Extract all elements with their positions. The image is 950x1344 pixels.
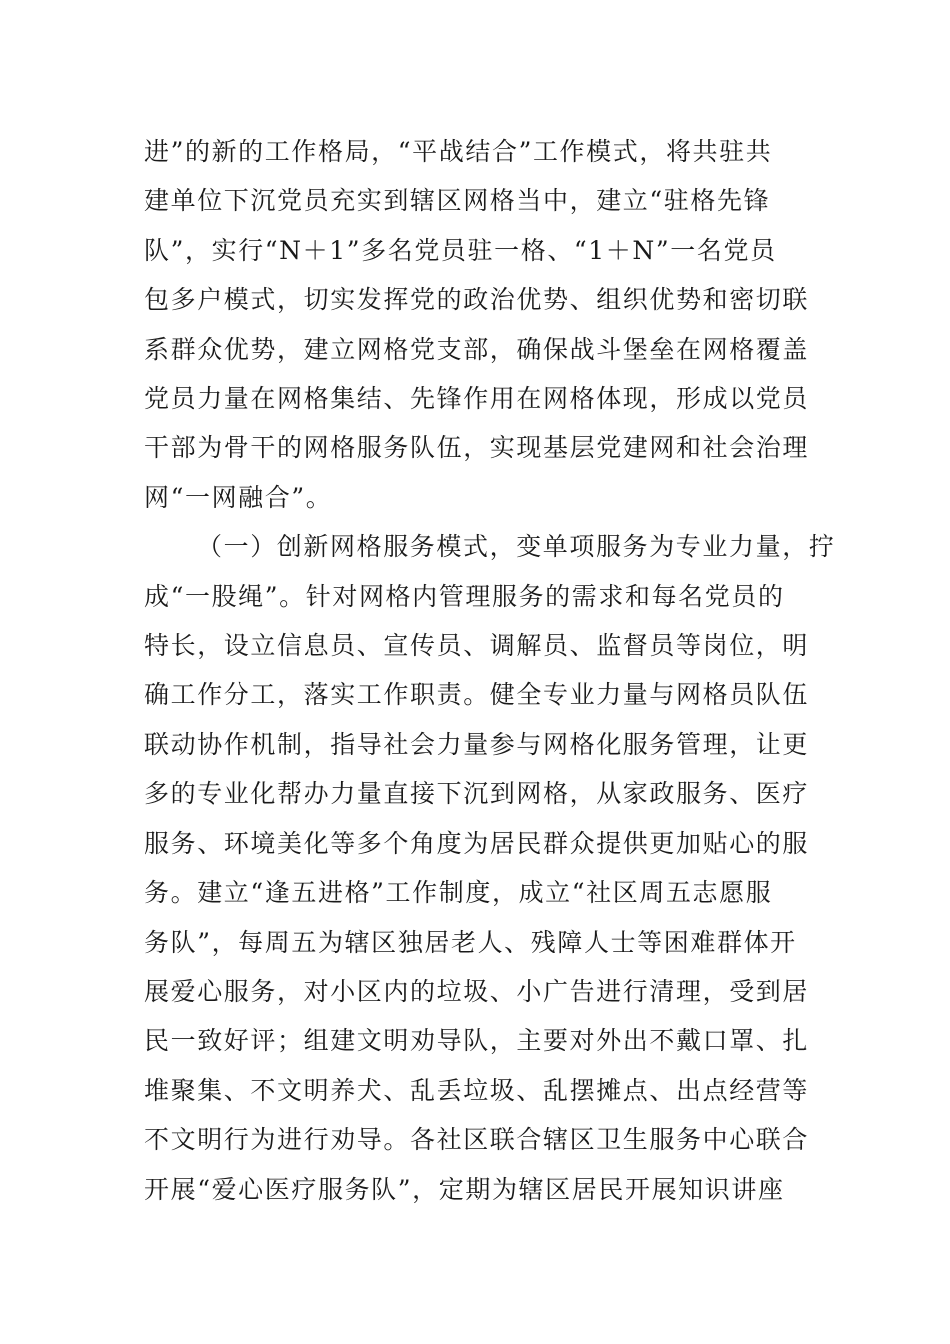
text-line: 党员力量在网格集结、先锋作用在网格体现，形成以党员 <box>144 384 810 414</box>
text-line: 网“一网融合”。 <box>144 482 333 512</box>
text-line: 包多户模式，切实发挥党的政治优势、组织优势和密切联 <box>144 285 810 315</box>
text-line: 不文明行为进行劝导。各社区联合辖区卫生服务中心联合 <box>144 1125 810 1155</box>
text-line: 队”，实行“N＋1”多名党员驻一格、“1＋N”一名党员 <box>144 235 777 265</box>
text-line: 民一致好评；组建文明劝导队，主要对外出不戴口罩、扎 <box>144 1026 810 1056</box>
document-body <box>144 127 836 1214</box>
text-line: 堆聚集、不文明养犬、乱丢垃圾、乱摆摊点、出点经营等 <box>144 1075 810 1105</box>
text-line: 开展“爱心医疗服务队”，定期为辖区居民开展知识讲座 <box>144 1174 785 1204</box>
text-line: 建单位下沉党员充实到辖区网格当中，建立“驻格先锋 <box>144 186 771 216</box>
paragraph-section-one <box>144 522 836 1214</box>
text-line: 多的专业化帮办力量直接下沉到网格，从家政服务、医疗 <box>144 779 810 809</box>
text-line: 进”的新的工作格局，“平战结合”工作模式，将共驻共 <box>144 137 773 166</box>
text-line: 联动协作机制，指导社会力量参与网格化服务管理，让更 <box>144 729 810 759</box>
text-line: 干部为骨干的网格服务队伍，实现基层党建网和社会治理 <box>144 433 810 463</box>
text-line: 确工作分工，落实工作职责。健全专业力量与网格员队伍 <box>144 680 810 710</box>
text-line: 展爱心服务，对小区内的垃圾、小广告进行清理，受到居 <box>144 976 810 1006</box>
text-line: 特长，设立信息员、宣传员、调解员、监督员等岗位，明 <box>144 631 810 661</box>
text-line: 务队”，每周五为辖区独居老人、残障人士等困难群体开 <box>144 927 797 957</box>
text-line: 服务、环境美化等多个角度为居民群众提供更加贴心的服 <box>144 828 810 858</box>
text-line: 成“一股绳”。针对网格内管理服务的需求和每名党员的 <box>144 581 785 611</box>
text-line: 务。建立“逢五进格”工作制度，成立“社区周五志愿服 <box>144 878 773 908</box>
paragraph-grid-party-building <box>144 127 809 522</box>
text-line: （一）创新网格服务模式，变单项服务为专业力量，拧 <box>197 532 836 562</box>
text-line: 系群众优势，建立网格党支部，确保战斗堡垒在网格覆盖 <box>144 334 810 364</box>
